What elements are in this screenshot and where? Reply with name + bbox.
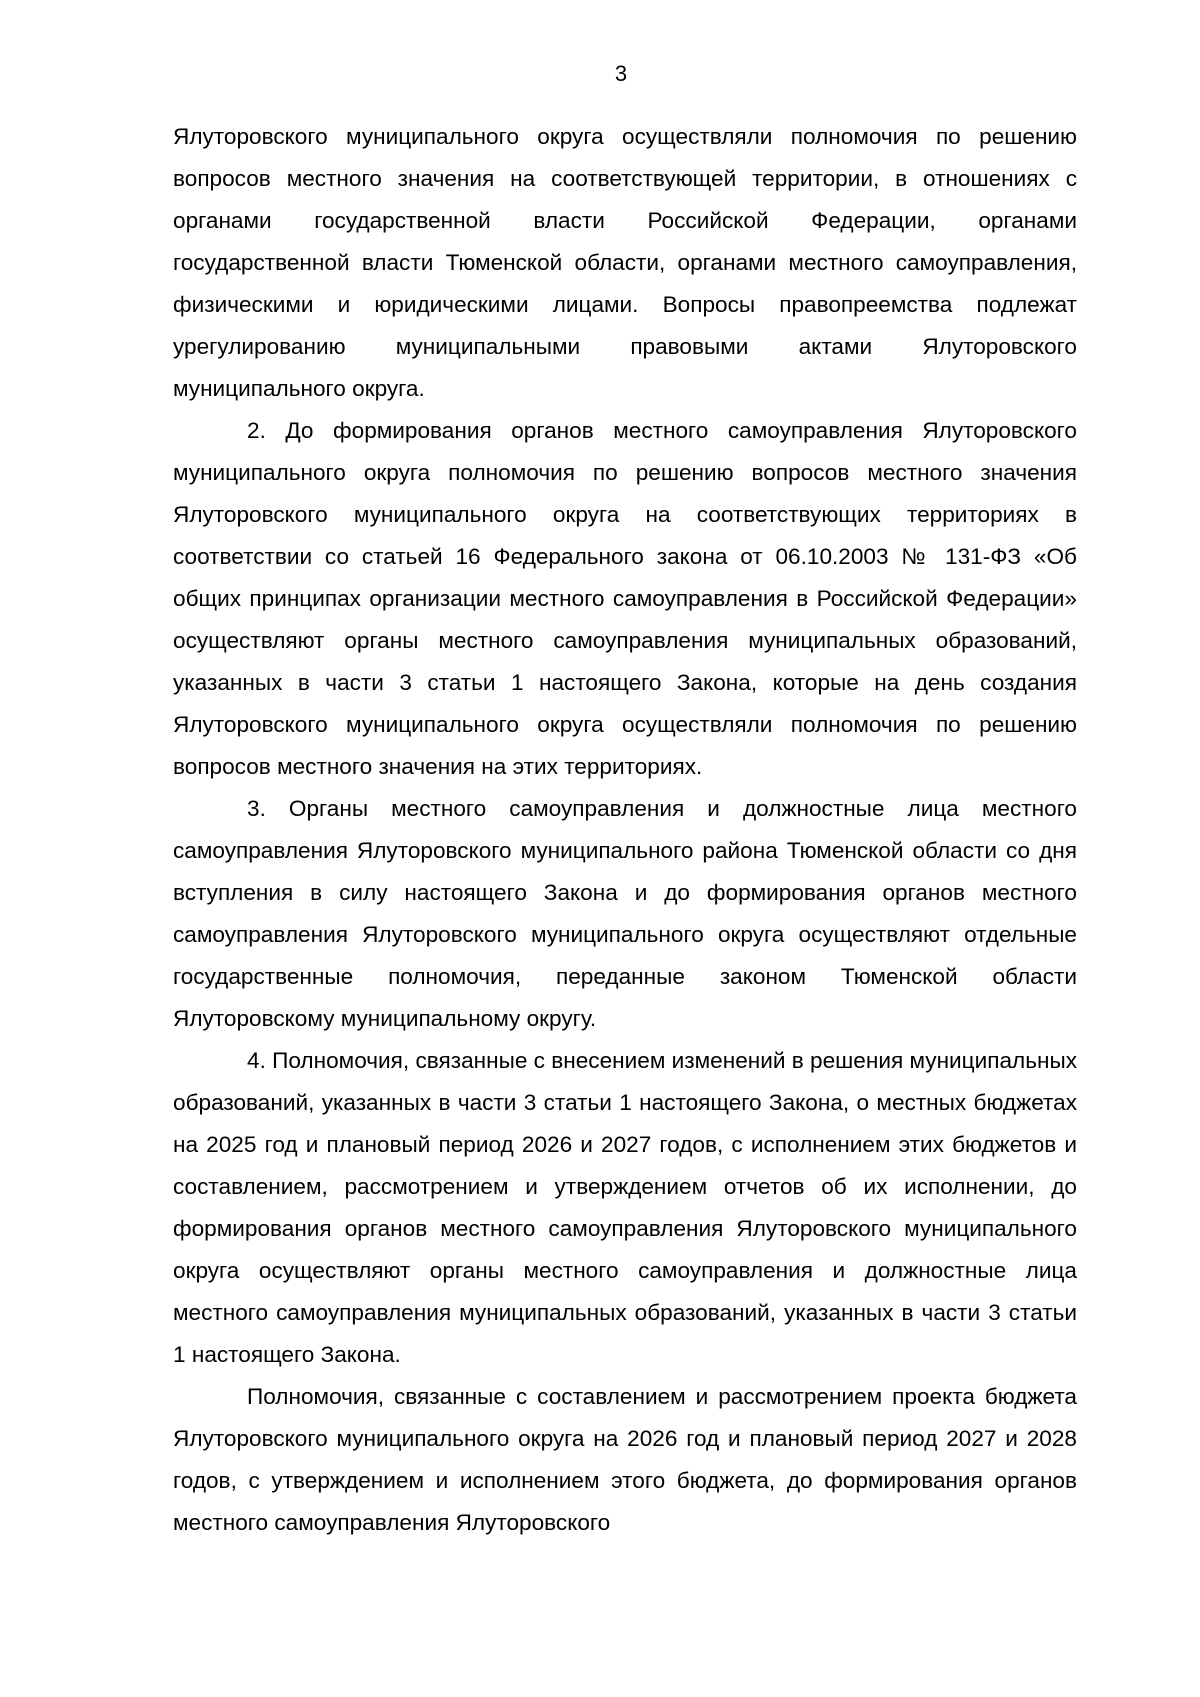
paragraph-item-3: 3. Органы местного самоуправления и должностные лица местного самоуправления Ялуторовского муниципального района Тюменской области со дня вступления в силу настоящего Закона и до формирования органов местного самоуправления Ялуторовского муниципального округа осуществляют отдельные государственные полномочия, переданные законом Тюменской области Ялуторовскому муниципальному округу. (173, 796, 1077, 1031)
page-number: 3 (614, 61, 628, 86)
document-body (173, 116, 1077, 1544)
paragraph-continuation: Ялуторовского муниципального округа осуществляли полномочия по решению вопросов местного значения на соответствующей территории, в отношениях с органами государственной власти Российской Федерации, органами государственной власти Тюменской области, органами местного самоуправления, физическими и юридическими лицами. Вопросы правопреемства подлежат урегулированию муниципальными правовыми актами Ялуторовского муниципального округа. (173, 124, 1077, 401)
paragraph-item-4-budget: Полномочия, связанные с составлением и рассмотрением проекта бюджета Ялуторовского муниципального округа на 2026 год и плановый период 2027 и 2028 годов, с утверждением и исполнением этого бюджета, до формирования органов местного самоуправления Ялуторовского (173, 1384, 1077, 1535)
paragraph-item-2: 2. До формирования органов местного самоуправления Ялуторовского муниципального округа полномочия по решению вопросов местного значения Ялуторовского муниципального округа на соответствующих территориях в соответствии со статьей 16 Федерального закона от 06.10.2003 № 131-ФЗ «Об общих принципах организации местного самоуправления в Российской Федерации» осуществляют органы местного самоуправления муниципальных образований, указанных в части 3 статьи 1 настоящего Закона, которые на день создания Ялуторовского муниципального округа осуществляли полномочия по решению вопросов местного значения на этих территориях. (173, 418, 1077, 779)
paragraph-item-4: 4. Полномочия, связанные с внесением изменений в решения муниципальных образований, указанных в части 3 статьи 1 настоящего Закона, о местных бюджетах на 2025 год и плановый период 2026 и 2027 годов, с исполнением этих бюджетов и составлением, рассмотрением и утверждением отчетов об их исполнении, до формирования органов местного самоуправления Ялуторовского муниципального округа осуществляют органы местного самоуправления и должностные лица местного самоуправления муниципальных образований, указанных в части 3 статьи 1 настоящего Закона. (173, 1048, 1077, 1367)
